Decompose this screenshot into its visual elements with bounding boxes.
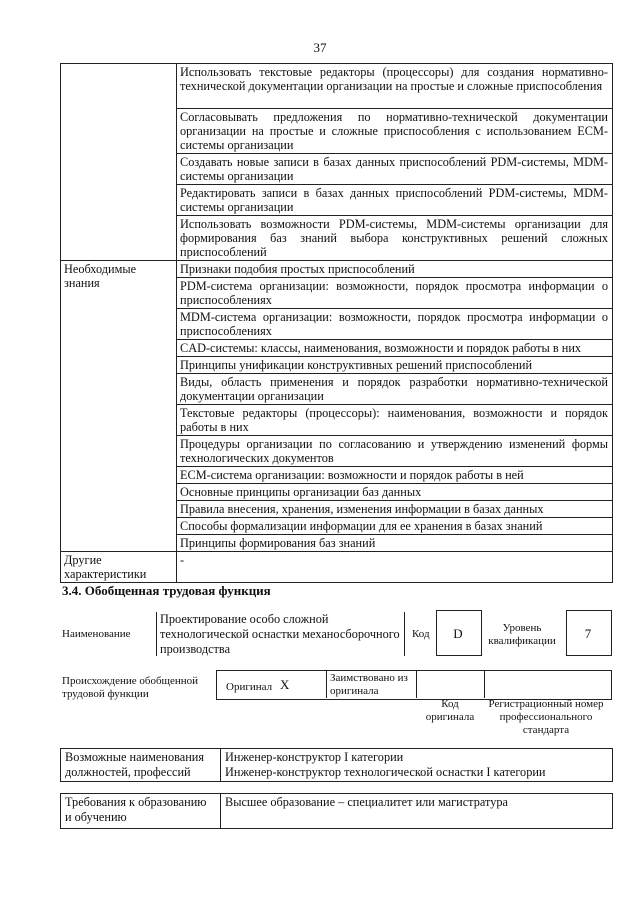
registration-number-caption: Регистрационный номер профессионального стандарта xyxy=(488,698,604,736)
knowledge-item: Основные принципы организации баз данных xyxy=(177,484,613,501)
knowledge-item: Текстовые редакторы (процессоры): наименования, возможности и порядок работы в них xyxy=(177,405,613,436)
origin-label: Происхождение обобщенной трудовой функции xyxy=(62,675,199,700)
knowledge-label: Необходимые знания xyxy=(61,261,177,552)
knowledge-item: ECM-система организации: возможности и порядок работы в ней xyxy=(177,467,613,484)
code-original-caption: Код оригинала xyxy=(425,698,475,723)
origin-box xyxy=(216,670,612,700)
table-row xyxy=(61,261,613,278)
positions-table xyxy=(60,748,613,782)
divider xyxy=(416,670,417,698)
knowledge-item: Способы формализации информации для ее хранения в базах знаний xyxy=(177,518,613,535)
page-number: 37 xyxy=(313,40,327,55)
work-function-table xyxy=(60,63,613,583)
code-value: D xyxy=(453,626,463,641)
knowledge-item: Виды, область применения и порядок разработки нормативно-технической документации организации xyxy=(177,374,613,405)
skills-label-cell xyxy=(61,64,177,261)
original-label: Оригинал xyxy=(226,681,273,693)
knowledge-item: MDM-система организации: возможности, порядок просмотра информации о приспособлениях xyxy=(177,309,613,340)
knowledge-item: Принципы формирования баз знаний xyxy=(177,535,613,552)
other-characteristics-value: - xyxy=(177,552,613,583)
divider xyxy=(156,612,157,656)
education-value: Высшее образование – специалитет или магистратура xyxy=(221,794,613,829)
knowledge-item: PDM-система организации: возможности, порядок просмотра информации о приспособлениях xyxy=(177,278,613,309)
knowledge-item: CAD-системы: классы, наименования, возможности и порядок работы в них xyxy=(177,340,613,357)
name-label: Наименование xyxy=(62,628,131,640)
level-label: Уровень квалификации xyxy=(488,622,556,647)
knowledge-item: Правила внесения, хранения, изменения информации в базах данных xyxy=(177,501,613,518)
knowledge-item: Принципы унификации конструктивных решений приспособлений xyxy=(177,357,613,374)
table-row xyxy=(61,794,613,829)
divider xyxy=(484,670,485,698)
level-value: 7 xyxy=(584,626,592,641)
education-label: Требования к образованию и обучению xyxy=(61,794,221,829)
other-characteristics-label: Другие характеристики xyxy=(61,552,177,583)
position-item: Инженер-конструктор I категории xyxy=(225,750,404,764)
function-name-value: Проектирование особо сложной технологической оснастки механосборочного производства xyxy=(160,612,400,656)
skill-item: Согласовывать предложения по нормативно-технической документации организации на простые и сложные приспособления с использованием ECM-системы организации xyxy=(177,109,613,154)
positions-values xyxy=(221,749,613,782)
table-row xyxy=(61,64,613,109)
knowledge-item: Признаки подобия простых приспособлений xyxy=(177,261,613,278)
divider xyxy=(404,612,405,656)
skill-item: Использовать текстовые редакторы (процессоры) для создания нормативно-технической документации организации на простые и сложные приспособления xyxy=(177,64,613,109)
original-mark: X xyxy=(280,677,290,692)
skill-item: Создавать новые записи в базах данных приспособлений PDM-системы, MDM-системы организации xyxy=(177,154,613,185)
divider xyxy=(326,670,327,698)
position-item: Инженер-конструктор технологической оснастки I категории xyxy=(225,765,546,779)
knowledge-item: Процедуры организации по согласованию и утверждению изменений формы технологических документов xyxy=(177,436,613,467)
table-row xyxy=(61,749,613,782)
code-label: Код xyxy=(412,628,430,640)
section-heading: 3.4. Обобщенная трудовая функция xyxy=(62,583,271,598)
skill-item: Редактировать записи в базах данных приспособлений PDM-системы, MDM-системы организации xyxy=(177,185,613,216)
education-table xyxy=(60,793,613,829)
borrowed-label: Заимствовано из оригинала xyxy=(330,672,408,697)
table-row xyxy=(61,552,613,583)
skill-item: Использовать возможности PDM-системы, MDM-системы организации для формирования баз знаний выбора конструктивных решений сложных приспособлений xyxy=(177,216,613,261)
positions-label: Возможные наименования должностей, профессий xyxy=(61,749,221,782)
